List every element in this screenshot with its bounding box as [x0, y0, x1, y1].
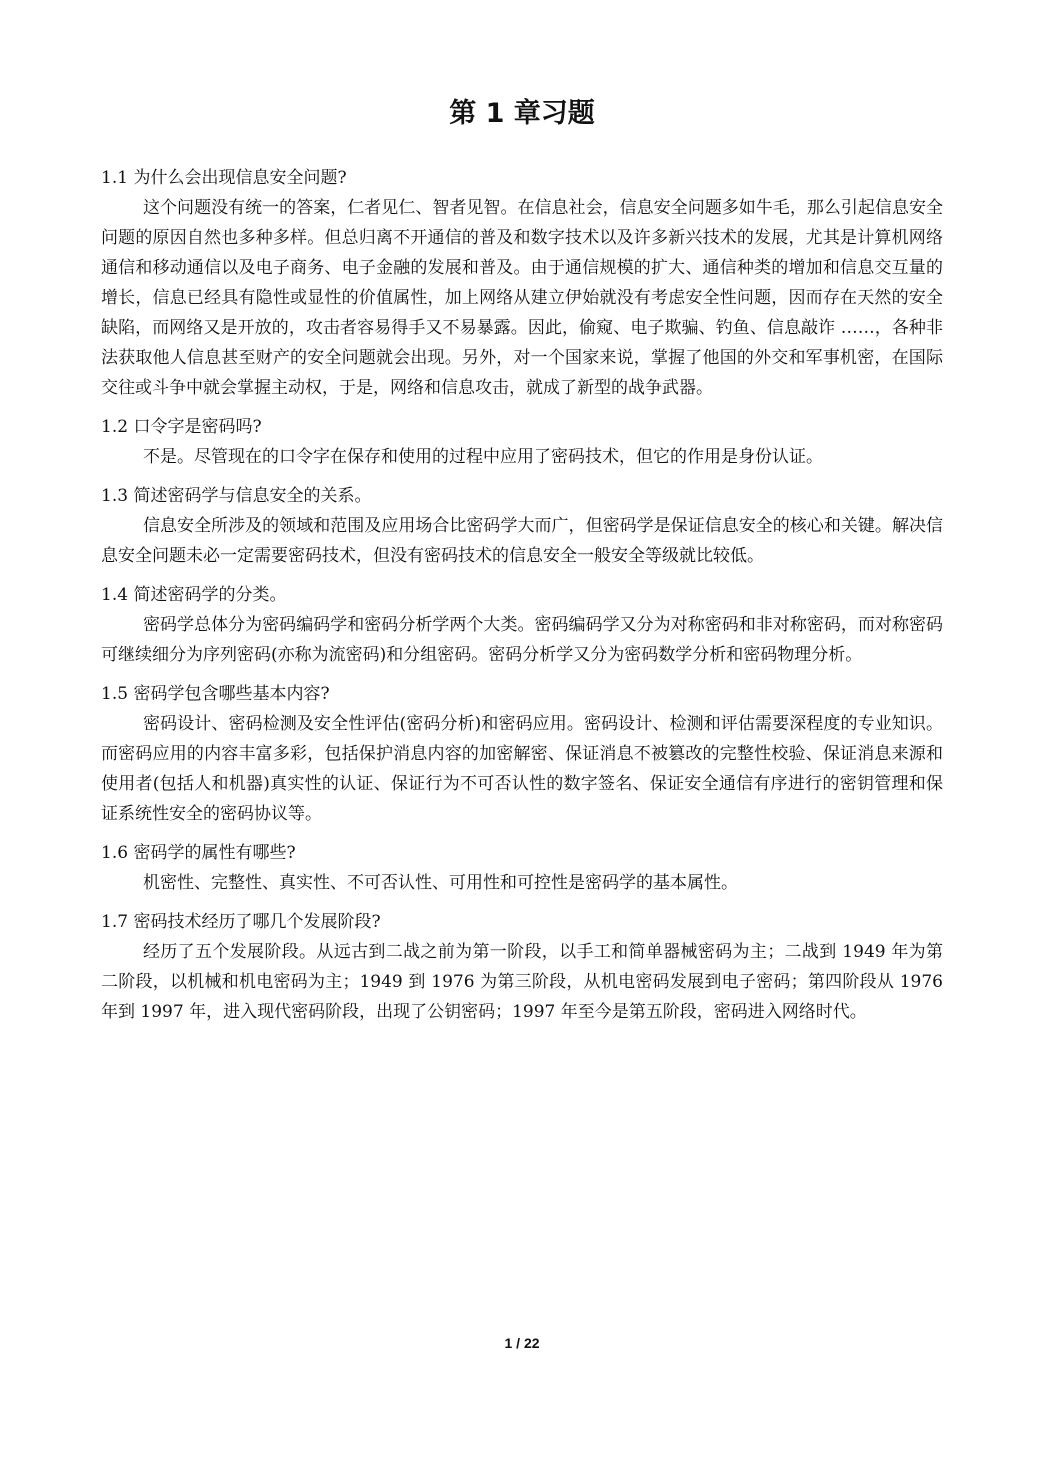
question-text: 1.2 口令字是密码吗?	[101, 417, 262, 437]
question-text: 1.4 简述密码学的分类。	[101, 585, 287, 605]
exercise-item	[101, 412, 943, 472]
answer-text: 经历了五个发展阶段。从远古到二战之前为第一阶段，以手工和简单器械密码为主；二战到 1949 年为第二阶段，以机械和机电密码为主；1949 到 1976 为第三阶段，从机电密码发展到电子密码；第四阶段从 1976 年到 1997 年，进入现代密码阶段，出现了公钥密码；1997 年至今是第五阶段，密码进入网络时代。	[101, 942, 943, 1022]
question-text: 1.3 简述密码学与信息安全的关系。	[101, 486, 372, 506]
question-text: 1.5 密码学包含哪些基本内容?	[101, 684, 330, 704]
exercise-item	[101, 838, 943, 898]
exercise-list	[101, 163, 943, 1036]
exercise-item	[101, 580, 943, 670]
answer-text: 密码学总体分为密码编码学和密码分析学两个大类。密码编码学又分为对称密码和非对称密码，而对称密码可继续细分为序列密码(亦称为流密码)和分组密码。密码分析学又分为密码数学分析和密码物理分析。	[101, 615, 943, 665]
chapter-title: 第 1 章习题	[449, 98, 595, 129]
answer-text: 机密性、完整性、真实性、不可否认性、可用性和可控性是密码学的基本属性。	[143, 873, 738, 893]
question-text: 1.6 密码学的属性有哪些?	[101, 843, 296, 863]
exercise-item	[101, 163, 943, 403]
page-number: 1 / 22	[504, 1335, 540, 1351]
question-text: 1.1 为什么会出现信息安全问题?	[101, 168, 347, 188]
answer-text: 密码设计、密码检测及安全性评估(密码分析)和密码应用。密码设计、检测和评估需要深程度的专业知识。而密码应用的内容丰富多彩，包括保护消息内容的加密解密、保证消息不被篡改的完整性校验、保证消息来源和使用者(包括人和机器)真实性的认证、保证行为不可否认性的数字签名、保证安全通信有序进行的密钥管理和保证系统性安全的密码协议等。	[101, 714, 943, 824]
exercise-item	[101, 679, 943, 829]
answer-text: 不是。尽管现在的口令字在保存和使用的过程中应用了密码技术，但它的作用是身份认证。	[143, 447, 823, 467]
answer-text: 这个问题没有统一的答案，仁者见仁、智者见智。在信息社会，信息安全问题多如牛毛，那么引起信息安全问题的原因自然也多种多样。但总归离不开通信的普及和数字技术以及许多新兴技术的发展，尤其是计算机网络通信和移动通信以及电子商务、电子金融的发展和普及。由于通信规模的扩大、通信种类的增加和信息交互量的增长，信息已经具有隐性或显性的价值属性，加上网络从建立伊始就没有考虑安全性问题，因而存在天然的安全缺陷，而网络又是开放的，攻击者容易得手又不易暴露。因此，偷窥、电子欺骗、钓鱼、信息敲诈 ……，各种非法获取他人信息甚至财产的安全问题就会出现。另外，对一个国家来说，掌握了他国的外交和军事机密，在国际交往或斗争中就会掌握主动权，于是，网络和信息攻击，就成了新型的战争武器。	[101, 198, 943, 398]
answer-text: 信息安全所涉及的领域和范围及应用场合比密码学大而广，但密码学是保证信息安全的核心和关键。解决信息安全问题未必一定需要密码技术，但没有密码技术的信息安全一般安全等级就比较低。	[101, 516, 943, 566]
exercise-item	[101, 481, 943, 571]
exercise-item	[101, 907, 943, 1027]
question-text: 1.7 密码技术经历了哪几个发展阶段?	[101, 912, 381, 932]
